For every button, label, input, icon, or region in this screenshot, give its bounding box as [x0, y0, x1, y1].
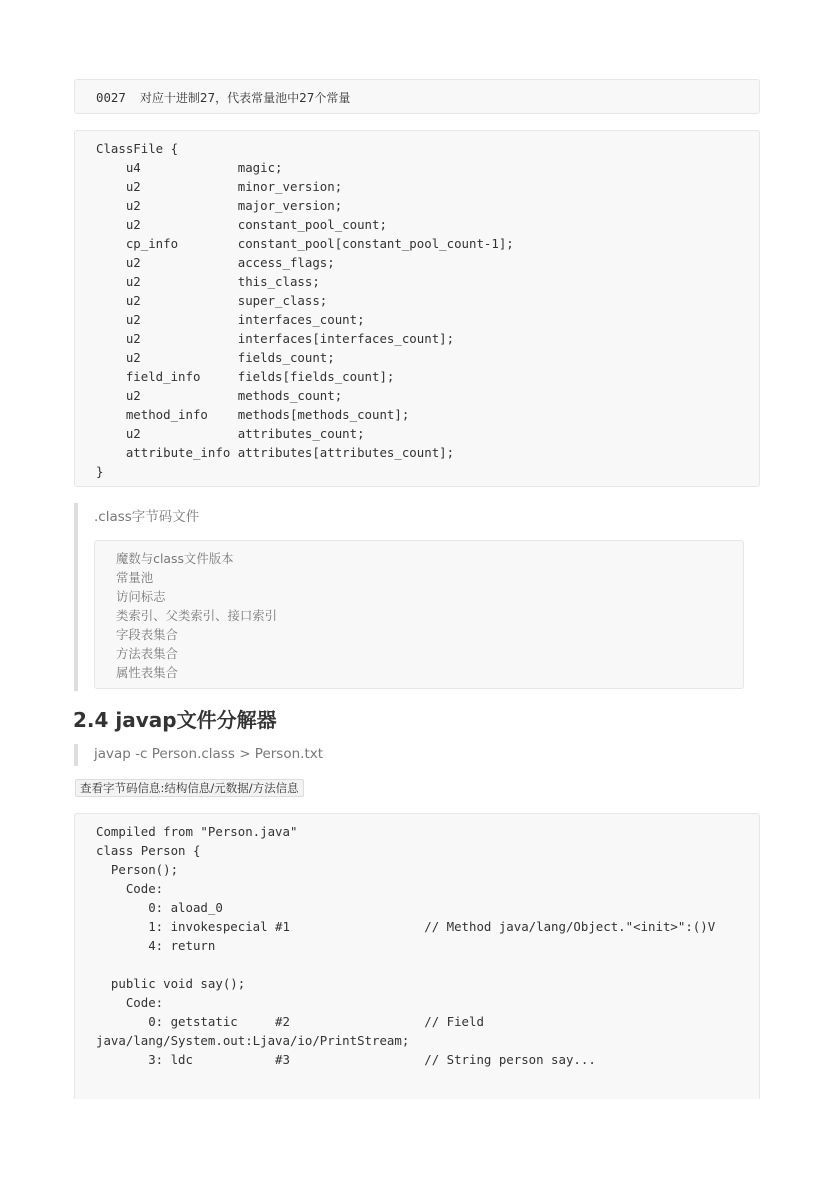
code-line: u2 major_version; [96, 198, 343, 213]
code-line: Code: [96, 995, 164, 1010]
code-line: public void say(); [96, 976, 246, 991]
list-item: 类索引、父类索引、接口索引 [116, 608, 278, 623]
list-item: 访问标志 [116, 589, 166, 604]
code-line: u2 constant_pool_count; [96, 217, 387, 232]
code-line [96, 955, 715, 974]
code-line: method_info methods[methods_count]; [96, 407, 410, 422]
code-line: u2 minor_version; [96, 179, 343, 194]
classfile-code [96, 139, 514, 481]
code-line: java/lang/System.out:Ljava/io/PrintStream; [96, 1033, 410, 1048]
code-line: u2 methods_count; [96, 388, 343, 403]
code-line: 3: ldc #3 // String person say... [96, 1052, 596, 1067]
code-line: 4: return [96, 938, 216, 953]
code-line: Compiled from "Person.java" [96, 824, 298, 839]
hex-value: 0027 [96, 90, 126, 105]
javap-command-quote: javap -c Person.class > Person.txt [94, 746, 324, 762]
code-line: 1: invokespecial #1 // Method java/lang/Object."<init>":()V [96, 919, 716, 934]
list-item: 常量池 [116, 570, 154, 585]
code-line: 0: getstatic #2 // Field [96, 1014, 484, 1029]
code-line: u2 interfaces_count; [96, 312, 365, 327]
code-line: u2 attributes_count; [96, 426, 365, 441]
code-line: attribute_info attributes[attributes_count]; [96, 445, 455, 460]
blockquote-title: .class字节码文件 [94, 509, 200, 525]
code-line: u2 fields_count; [96, 350, 335, 365]
code-line: u2 super_class; [96, 293, 328, 308]
list-item: 字段表集合 [116, 627, 178, 642]
list-item: 魔数与class文件版本 [116, 551, 234, 566]
code-line: ClassFile { [96, 141, 179, 156]
code-line: 0: aload_0 [96, 900, 223, 915]
section-heading: 2.4 javap文件分解器 [73, 708, 277, 732]
classfile-code-block [74, 130, 760, 487]
code-line: u2 interfaces[interfaces_count]; [96, 331, 455, 346]
code-line: } [96, 464, 104, 479]
constant-count-code-block [74, 79, 760, 114]
blockquote-bar [74, 744, 78, 766]
code-line: Code: [96, 881, 164, 896]
code-line: class Person { [96, 843, 201, 858]
hex-value-note: 对应十进制27，代表常量池中27个常量 [139, 91, 351, 105]
code-line: cp_info constant_pool[constant_pool_count-1]; [96, 236, 514, 251]
bytecode-structure-list-block [94, 540, 744, 689]
list-item: 属性表集合 [116, 665, 178, 680]
list-item: 方法表集合 [116, 646, 178, 661]
code-line: u2 access_flags; [96, 255, 335, 270]
code-line: Person(); [96, 862, 179, 877]
javap-output-code-block [74, 813, 760, 1099]
code-line: u4 magic; [96, 160, 283, 175]
code-line: u2 this_class; [96, 274, 320, 289]
bytecode-structure-list [116, 549, 277, 682]
inline-code-note: 查看字节码信息:结构信息/元数据/方法信息 [75, 779, 304, 797]
javap-output-code [96, 822, 715, 1069]
blockquote-bar [74, 503, 78, 691]
code-line: field_info fields[fields_count]; [96, 369, 395, 384]
